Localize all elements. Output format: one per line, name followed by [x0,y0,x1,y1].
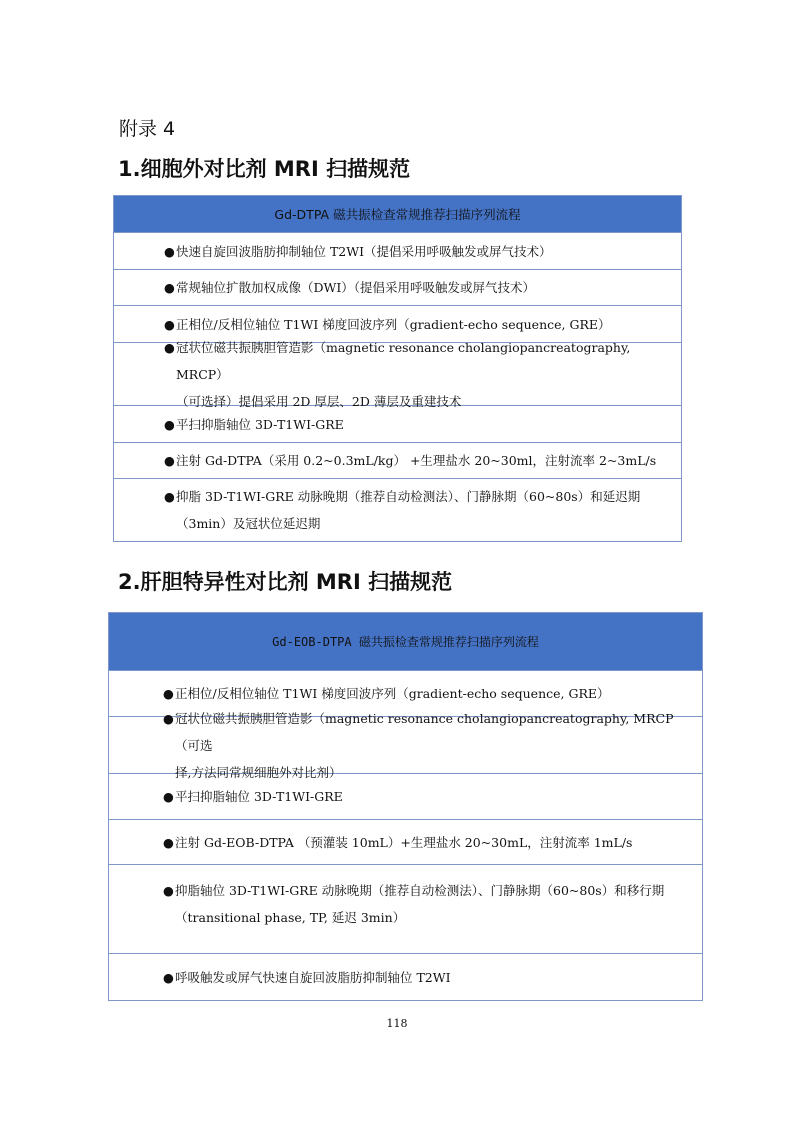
appendix-label: 附录 4 [119,118,176,140]
table-cell [109,877,674,931]
bullet-icon: ● [164,280,175,295]
row-text: 平扫抑脂轴位 3D-T1WI-GRE [176,416,344,432]
row-text: 正相位/反相位轴位 T1WI 梯度回波序列（gradient-echo sequence, GRE） [175,686,610,701]
section1-table-body [114,232,681,541]
table-cell [114,447,666,474]
bullet-icon: ● [163,969,174,985]
row-text: 抑脂 3D-T1WI-GRE 动脉晚期（推荐自动检测法）、门静脉期（60~80s）和延迟期 [176,489,641,504]
table-row [114,339,681,409]
table-row [109,864,702,953]
section1-heading: 1.细胞外对比剂 MRI 扫描规范 [118,157,411,181]
page-number: 118 [386,1017,408,1030]
section2-heading: 2.肝胆特异性对比剂 MRI 扫描规范 [118,570,453,594]
table-row [114,478,681,541]
table-cell [109,964,461,991]
row-text: 平扫抑脂轴位 3D-T1WI-GRE [175,789,343,804]
table-row [114,232,681,269]
row-text: 注射 Gd-DTPA（采用 0.2~0.3mL/kg） +生理盐水 20~30ml，注射流率 2~3mL/s [176,453,657,468]
row-text-continued: （3min）及冠状位延迟期 [176,516,321,531]
table-cell [109,705,702,786]
bullet-icon: ● [163,789,174,804]
section2-table [108,612,703,1001]
table-cell [114,238,562,265]
bullet-icon: ● [164,339,175,355]
table-row [109,819,702,864]
table-row [114,442,681,478]
section2-table-header: Gd-EOB-DTPA 磁共振检查常规推荐扫描序列流程 [109,613,702,670]
table-row [114,269,681,305]
row-text: 冠状位磁共振胰胆管造影（magnetic resonance cholangiopancreatography, MRCP（可选 [175,710,674,753]
bullet-icon: ● [164,489,175,504]
bullet-icon: ● [163,834,174,850]
table-cell [109,829,642,856]
section2-table-body [109,670,702,1000]
section1-table-header: Gd-DTPA 磁共振检查常规推荐扫描序列流程 [114,196,681,232]
bullet-icon: ● [164,416,175,432]
row-text: 注射 Gd-EOB-DTPA （预灌装 10mL）+生理盐水 20~30mL，注射流率 1mL/s [175,834,633,850]
row-text: 呼吸触发或屏气快速自旋回波脂肪抑制轴位 T2WI [175,969,451,985]
table-row [109,710,702,780]
row-text: 快速自旋回波脂肪抑制轴位 T2WI（提倡采用呼吸触发或屏气技术） [176,243,552,259]
bullet-icon: ● [164,243,175,259]
bullet-icon: ● [164,316,175,332]
table-cell [114,483,650,537]
bullet-icon: ● [163,710,174,726]
table-cell [114,274,545,301]
bullet-icon: ● [163,686,174,701]
row-text-continued: （可选择）提倡采用 2D 厚层、2D 薄层及重建技术 [176,393,462,409]
bullet-icon: ● [163,883,174,898]
table-cell [114,334,681,415]
row-text: 抑脂轴位 3D-T1WI-GRE 动脉晚期（推荐自动检测法）、门静脉期（60~80s）和移行期 [175,883,665,898]
row-text: 冠状位磁共振胰胆管造影（magnetic resonance cholangiopancreatography, MRCP） [176,339,631,382]
table-cell [114,411,354,438]
row-text: 常规轴位扩散加权成像（DWI）（提倡采用呼吸触发或屏气技术） [176,280,536,295]
table-row [109,953,702,1000]
table-cell [109,783,353,810]
section1-table [113,195,682,542]
bullet-icon: ● [164,453,175,468]
row-text-continued: （transitional phase, TP, 延迟 3min） [175,910,406,925]
row-text-continued: 择,方法同常规细胞外对比剂） [175,764,342,780]
table-cell [109,680,620,707]
row-text: 正相位/反相位轴位 T1WI 梯度回波序列（gradient-echo sequence, GRE） [176,316,611,332]
